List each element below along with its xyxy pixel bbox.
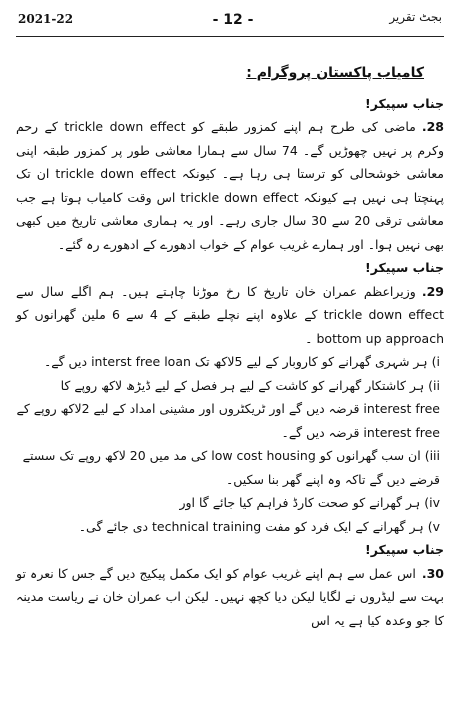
header-year: 2021-22 xyxy=(18,12,74,26)
page-number: - 12 - xyxy=(212,12,254,28)
list-text: ہر گھرانے کے ایک فرد کو مفت technical training دی جائے گی۔ xyxy=(78,518,424,534)
paragraph-30 xyxy=(16,562,444,633)
page-body xyxy=(16,62,444,632)
list-item xyxy=(16,374,444,445)
list-marker: i) xyxy=(431,354,440,369)
paragraph-29 xyxy=(16,280,444,351)
paragraph-28 xyxy=(16,115,444,256)
page-header xyxy=(0,0,466,40)
section-heading: کامیاب پاکستان پروگرام : xyxy=(246,65,424,81)
list-marker: iii) xyxy=(424,448,440,463)
header-rule xyxy=(16,36,444,37)
salutation: جناب سپیکر! xyxy=(365,95,444,111)
paragraph-text: ماضی کی طرح ہم اپنے کمزور طبقے کو trickle down effect کے رحم وکرم پر نہیں چھوڑیں گے۔ 74 سال سے ہمارا معاشی طور پر کمزور طبقہ اپنی معاشی خوشحالی کو ترستا ہی رہا ہے۔ کیونکہ trickle down effect ان تک پہنچتا ہی نہیں ہے کیونکہ trickle down effect اس وقت کامیاب ہوتا ہے جب معاشی ترقی 20 سے 30 سال جاری رہے۔ اور یہ ہماری معاشی تاریخ میں کبھی بھی نہیں ہوا۔ اور ہمارے غریب عوام کے خواب ادھورے کے ادھورے رہ گئے۔ xyxy=(16,119,444,252)
list-text: ہر کاشتکار گھرانے کو کاشت کے لیے ہر فصل کے لیے ڈیڑھ لاکھ روپے کا interest free قرضہ دیں گے اور ٹریکٹروں اور مشینی امداد کے لیے 2لاکھ روپے کے interest free قرضہ دیں گے۔ xyxy=(16,377,440,440)
list-item xyxy=(16,515,444,539)
paragraph-number: 30. xyxy=(421,565,444,581)
list-text: ان سب گھرانوں کو low cost housing کی مد میں 20 لاکھ روپے تک سستے قرضے دیں گے تاکہ وہ اپنے گھر بنا سکیں۔ xyxy=(22,448,440,487)
list-item xyxy=(16,491,444,515)
list-item xyxy=(16,444,444,491)
header-title: بجٹ تقریر xyxy=(389,10,442,24)
paragraph-text: اس عمل سے ہم اپنے غریب عوام کو ایک مکمل پیکیج دیں گے جس کا نعرہ تو بہت سے لیڈروں نے لگایا لیکن دیا کچھ نہیں۔ لیکن اب عمران خان نے ریاست مدینہ کا جو وعدہ کیا ہے یہ اس xyxy=(16,565,444,628)
list-marker: ii) xyxy=(428,377,440,393)
paragraph-number: 28. xyxy=(421,119,444,134)
list-text: ہر گھرانے کو صحت کارڈ فراہم کیا جائے گا اور xyxy=(179,495,421,510)
salutation: جناب سپیکر! xyxy=(365,542,444,557)
list-marker: iv) xyxy=(424,495,440,510)
paragraph-text: وزیراعظم عمران خان تاریخ کا رخ موڑنا چاہتے ہیں۔ ہم اگلے سال سے trickle down effect کے علاوہ اپنے نچلے طبقے کے 4 سے 6 ملین گھرانوں کو bottom up approach ۔ xyxy=(16,283,445,346)
list-marker: v) xyxy=(427,518,440,534)
salutation: جناب سپیکر! xyxy=(365,260,444,275)
list-item xyxy=(16,350,444,374)
list-text: ہر شہری گھرانے کو کاروبار کے لیے 5لاکھ تک interst free loan دیں گے۔ xyxy=(43,354,428,369)
paragraph-number: 29. xyxy=(421,283,444,299)
